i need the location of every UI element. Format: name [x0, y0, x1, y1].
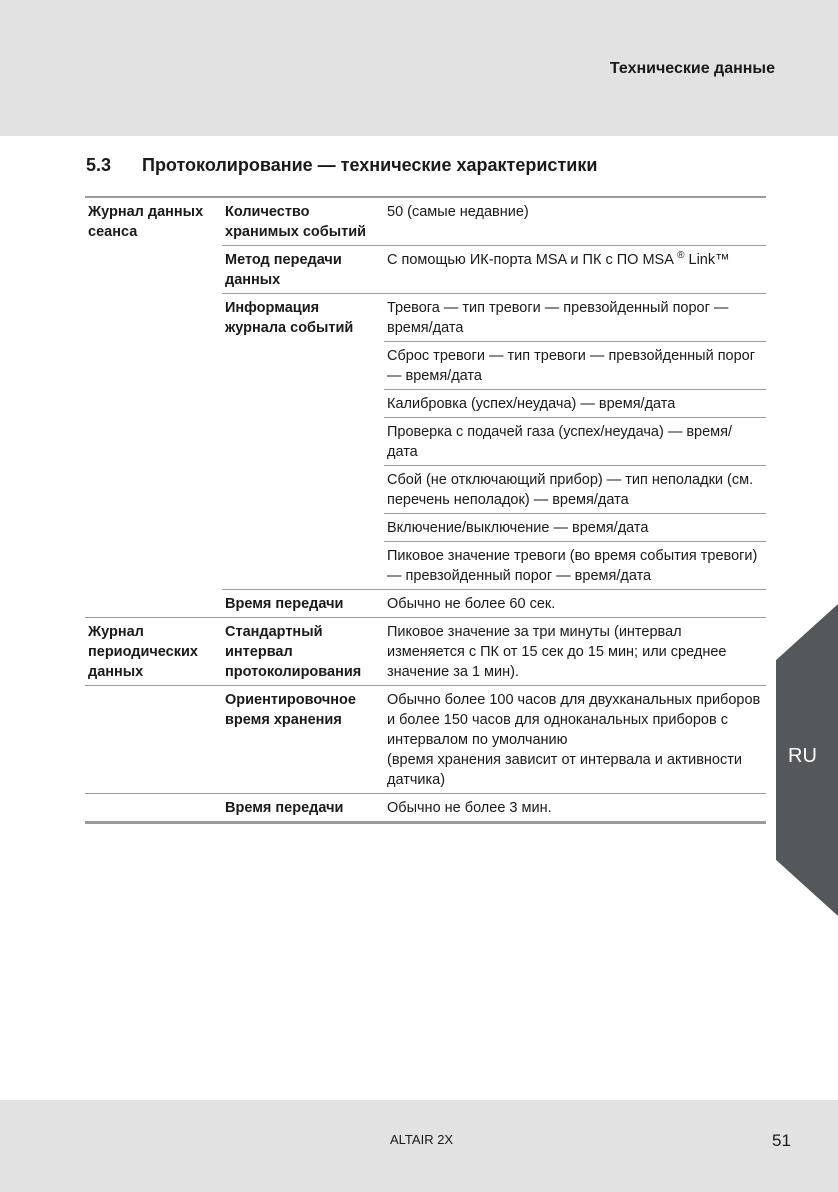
event-item: Калибровка (успех/неудача) — время/дата	[384, 390, 766, 418]
param-label: Ориентировочное время хранения	[222, 686, 384, 794]
table-row	[85, 686, 766, 794]
param-label: Время передачи	[222, 794, 384, 823]
group-label-session-log: Журнал данных сеанса	[88, 204, 204, 240]
param-value: 50 (самые недавние)	[387, 204, 529, 220]
param-value: Обычно не более 60 сек.	[384, 590, 766, 618]
param-value	[384, 686, 766, 794]
param-value: Пиковое значение за три минуты (интервал изменяется с ПК от 15 сек до 15 мин; или среднее значение за 1 мин).	[384, 618, 766, 686]
value-line: (время хранения зависит от интервала и активности датчика)	[387, 752, 742, 788]
event-item: Тревога — тип тревоги — превзойденный порог — время/дата	[384, 294, 766, 342]
value-text: С помощью ИК-порта MSA и ПК с ПО MSA	[387, 252, 678, 268]
footer-product-name: ALTAIR 2X	[390, 1132, 454, 1147]
param-label: Время передачи	[222, 590, 384, 618]
spec-table	[85, 196, 766, 824]
empty-cell	[85, 686, 222, 794]
registered-mark: ®	[677, 250, 685, 262]
event-item: Сброс тревоги — тип тревоги — превзойденный порог — время/дата	[384, 342, 766, 390]
section-number: 5.3	[86, 155, 112, 175]
event-item: Проверка с подачей газа (успех/неудача) — время/дата	[384, 418, 766, 466]
param-value	[384, 246, 766, 294]
page-number: 51	[772, 1131, 791, 1150]
table-row	[85, 618, 766, 686]
value-line: Обычно более 100 часов для двухканальных приборов и более 150 часов для одноканальных приборов с интервалом по умолчанию	[387, 692, 761, 748]
param-label: Количество хранимых событий	[225, 204, 367, 240]
table-row	[85, 794, 766, 823]
section-title: Протоколирование — технические характеристики	[142, 155, 598, 175]
empty-cell	[85, 794, 222, 823]
section-heading	[86, 155, 597, 176]
table-row	[85, 197, 766, 246]
language-tab-label: RU	[788, 745, 817, 767]
event-item: Включение/выключение — время/дата	[384, 514, 766, 542]
group-label-periodic-log: Журнал периодических данных	[85, 618, 222, 686]
value-text: Link™	[684, 252, 730, 268]
event-item: Сбой (не отключающий прибор) — тип неполадки (см. перечень неполадок) — время/дата	[384, 466, 766, 514]
page-header-title: Технические данные	[609, 60, 775, 77]
param-label: Стандартный интервал протоколирования	[222, 618, 384, 686]
param-value: Обычно не более 3 мин.	[384, 794, 766, 823]
event-item: Пиковое значение тревоги (во время события тревоги) — превзойденный порог — время/дата	[384, 542, 766, 590]
param-label: Информация журнала событий	[222, 294, 384, 590]
param-label: Метод передачи данных	[222, 246, 384, 294]
